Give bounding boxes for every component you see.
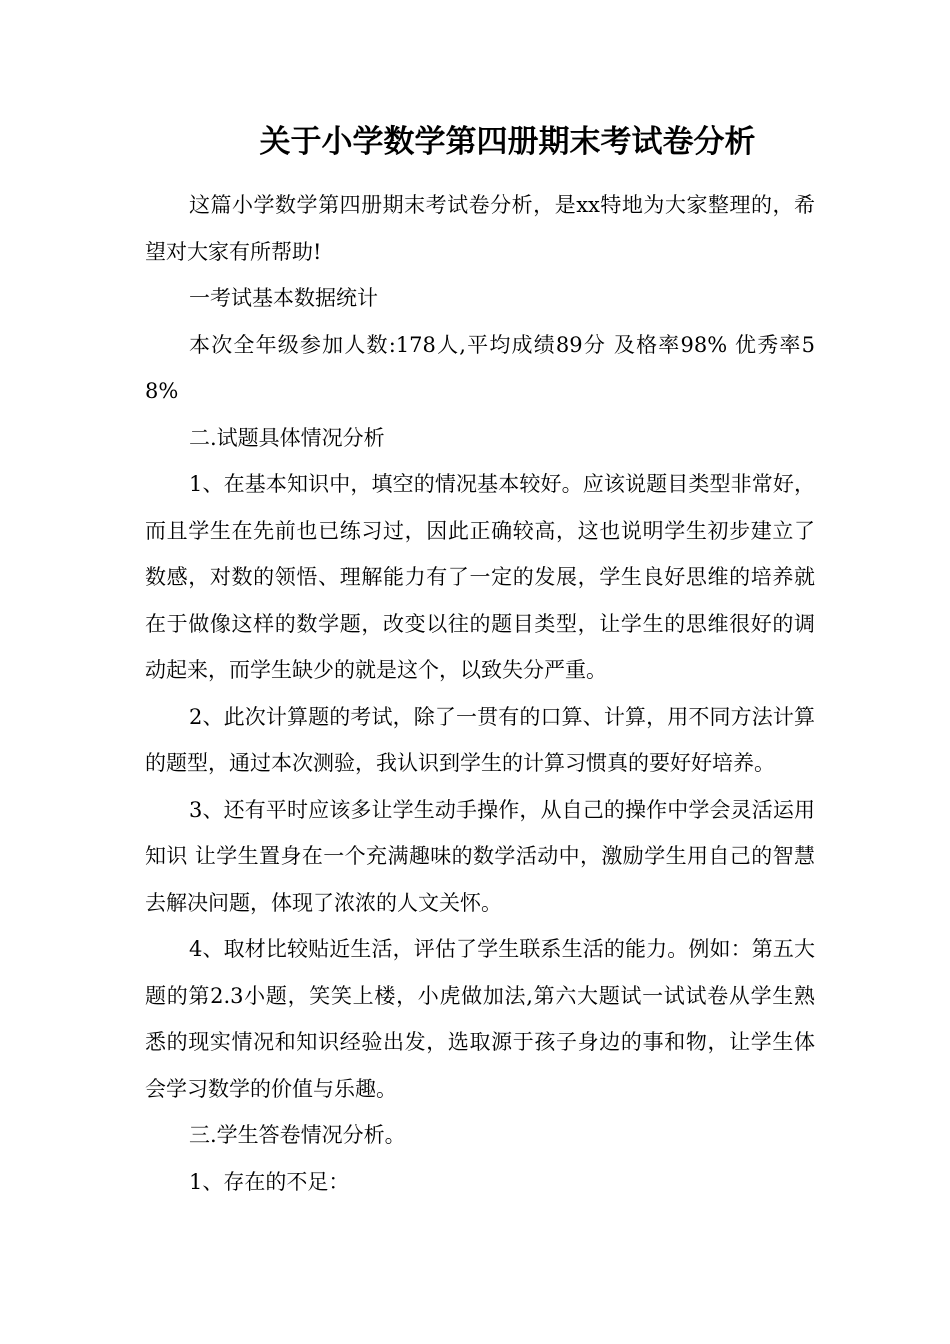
heading-answer-analysis: 三.学生答卷情况分析。 — [189, 1123, 406, 1147]
paragraph-point-1: 1、在基本知识中，填空的情况基本较好。应该说题目类型非常好，而且学生在先前也已练习过，因此正确较高，这也说明学生初步建立了数感，对数的领悟、理解能力有了一定的发展，学生良好思维的培养就在于做像这样的数学题，改变以往的题目类型，让学生的思维很好的调动起来，而学生缺少的就是这个，以致失分严重。 — [145, 472, 815, 682]
document-title: 关于小学数学第四册期末考试卷分析 — [259, 124, 756, 160]
heading-basic-statistics: 一考试基本数据统计 — [189, 286, 378, 310]
document-body — [145, 182, 815, 1205]
paragraph-shortcomings: 1、存在的不足： — [189, 1169, 350, 1194]
paragraph-statistics: 本次全年级参加人数:178人,平均成绩89分 及格率98% 优秀率58% — [145, 332, 815, 403]
paragraph-point-4: 4、取材比较贴近生活，评估了学生联系生活的能力。例如：第五大题的第2.3小题，笑笑上楼，小虎做加法,第六大题试一试试卷从学生熟悉的现实情况和知识经验出发，选取源于孩子身边的事和物，让学生体会学习数学的价值与乐趣。 — [145, 937, 815, 1101]
paragraph-point-3: 3、还有平时应该多让学生动手操作，从自己的操作中学会灵活运用知识 让学生置身在一个充满趣味的数学活动中，激励学生用自己的智慧去解决问题，体现了浓浓的人文关怀。 — [145, 797, 815, 915]
paragraph-point-2: 2、此次计算题的考试，除了一贯有的口算、计算，用不同方法计算的题型，通过本次测验，我认识到学生的计算习惯真的要好好培养。 — [145, 704, 815, 775]
heading-question-analysis: 二.试题具体情况分析 — [189, 425, 385, 450]
paragraph-intro: 这篇小学数学第四册期末考试卷分析，是xx特地为大家整理的，希望对大家有所帮助! — [145, 193, 815, 264]
